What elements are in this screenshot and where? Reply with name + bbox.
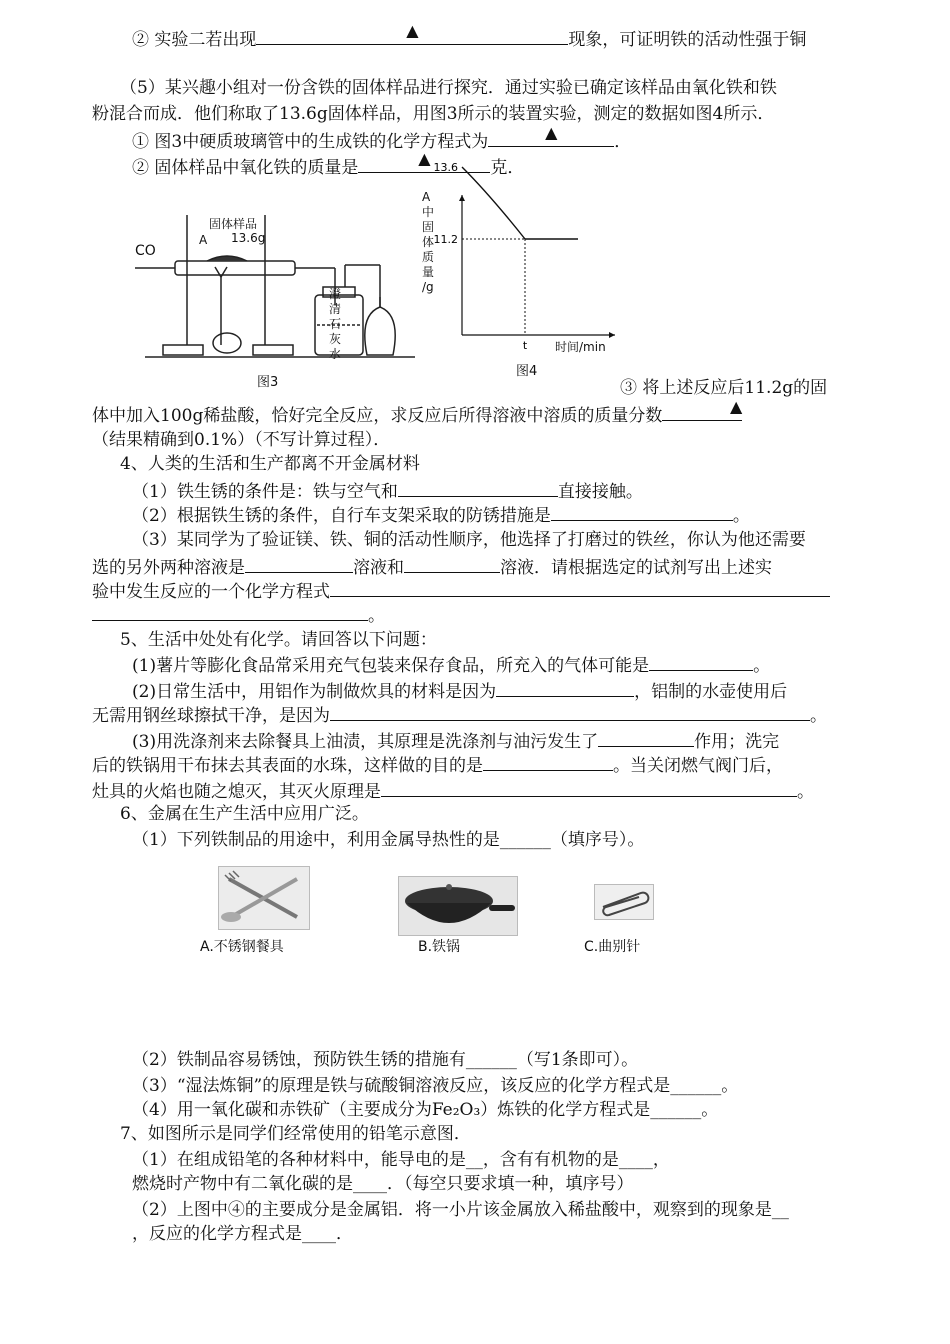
paperclip-image [594,884,654,920]
q5-s2-line2 [92,702,827,728]
q6-title: 6、金属在生产生活中应用广泛。 [120,804,369,824]
co-label: CO [135,243,156,259]
q4-s3-line3 [92,578,830,604]
ylabel-char: A [422,190,431,204]
q5-s3-line2 [92,752,783,778]
q7-s1-line2: 燃烧时产物中有二氧化碳的是____．（每空只要求填一种，填序号） [132,1174,634,1194]
q3-p5-q1-blank[interactable] [488,123,614,147]
q3-p5-q3-line3: （结果精确到0.1%）（不写计算过程）． [92,430,391,450]
q4-s3-text-b: 溶液和 [353,558,404,578]
q7-s1-line1: （1）在组成铅笔的各种材料中，能导电的是__，含有有机物的是____， [132,1150,670,1170]
sample-label: 固体样品 [209,217,258,231]
q7-title: 7、如图所示是同学们经常使用的铅笔示意图． [120,1124,471,1144]
q4-title: 4、人类的生活和生产都离不开金属材料 [120,454,420,474]
mass-label: 13.6g [231,231,266,245]
q7-s2-line1: （2）上图中④的主要成分是金属铝．将一小片该金属放入稀盐酸中，观察到的现象是__ [132,1200,789,1220]
wok-image [398,876,518,936]
ylabel-char: 质 [422,250,435,264]
q3-exp2-text-a: ② 实验二若出现 [132,30,257,50]
q7-s2-line2: ，反应的化学方程式是____． [132,1224,353,1244]
figure-3-apparatus [135,195,425,395]
q3-p5-q3-line2 [92,397,743,428]
figure-4-caption: 图4 [516,364,538,379]
q5-s3-text: (3)用洗涤剂来去除餐具上油渍，其原理是洗涤剂与油污发生了 [132,732,599,752]
q3-exp2-text-b: 现象，可证明铁的活动性强于铜 [568,30,807,50]
q6-s1: （1）下列铁制品的用途中，利用金属导热性的是______（填序号）。 [132,830,645,850]
q5-s3-end: 。 [797,782,814,802]
q4-s1-end: 直接接触。 [557,482,643,502]
q4-s1-text: （1）铁生锈的条件是：铁与空气和 [132,482,398,502]
y-axis-arrow [459,195,465,201]
q3-p5-line2: 粉混合而成．他们称取了13.6g固体样品，用图3所示的装置实验，测定的数据如图4所示． [92,104,775,124]
limewater-label [329,287,343,362]
figure-3-caption: 图3 [257,375,279,390]
q4-s3-line1: （3）某同学为了验证镁、铁、铜的活动性顺序，他选择了打磨过的铁丝，你认为他还需要 [132,530,806,550]
q5-s1-text: (1)薯片等膨化食品常采用充气包装来保存食品，所充入的气体可能是 [132,656,650,676]
q4-s3-line2 [92,554,772,580]
figure-4-chart [420,161,625,380]
q3-p5-q1-end: ． [614,132,632,152]
q6-s2: （2）铁制品容易锈蚀，预防铁生锈的措施有______（写1条即可）。 [132,1050,639,1070]
q5-s3-blank3[interactable] [381,778,797,797]
q4-s2 [132,502,750,528]
q5-s1-blank[interactable] [649,652,753,671]
q5-s2-blank2[interactable] [330,702,810,721]
q5-s2-text-b: ，铝制的水壶使用后 [634,682,788,702]
q5-s3 [132,728,779,754]
q5-s1 [132,652,770,678]
q5-s3-text-e: 灶具的火焰也随之熄灭，其灭火原理是 [92,782,381,802]
fork-spoon-icon [219,867,309,929]
q4-s3-text-d: 验中发生反应的一个化学方程式 [92,582,330,602]
q5-s3-line3 [92,778,814,804]
q5-s3-blank2[interactable] [483,752,613,771]
q4-s3-blank2[interactable] [404,554,500,573]
q4-s3-blank4[interactable] [92,602,368,621]
q4-s3-end: 。 [368,606,385,626]
q4-s1-blank[interactable] [398,478,558,497]
triangle-mark: ▲ [545,123,558,142]
q4-s1 [132,478,643,504]
ylabel-char: /g [422,280,434,294]
q4-s3-text-c: 溶液．请根据选定的试剂写出上述实 [500,558,772,578]
q3-p5-q2-text: ② 固体样品中氧化铁的质量是 [132,158,359,178]
q4-s2-end: 。 [732,506,750,526]
q6-s3: （3）“湿法炼铜”的原理是铁与硫酸铜溶液反应，该反应的化学方程式是______。 [132,1076,739,1096]
q5-s1-end: 。 [753,656,771,676]
paperclip-icon [595,885,653,919]
q4-s3-line4 [92,602,385,628]
q5-s2-text-c: 无需用钢丝球擦拭干净，是因为 [92,706,330,726]
limewater-char: 澄 [329,287,342,301]
triangle-mark: ▲ [730,397,743,416]
q3-p5-q3-blank[interactable] [662,397,743,421]
q4-s2-text: （2）根据铁生锈的条件，自行车支架采取的防锈措施是 [132,506,551,526]
x-axis-arrow [609,332,615,338]
ylabel-char: 体 [422,235,435,249]
chart-xlabel: 时间/min [555,340,606,354]
q4-s3-blank3[interactable] [330,578,830,597]
q3-p5-line1: （5）某兴趣小组对一份含铁的固体样品进行探究．通过实验已确定该样品由氧化铁和铁 [120,78,777,98]
y-tick-label: 13.6 [433,161,458,174]
q3-exp2-line [132,21,807,52]
img-c-caption: C.曲别针 [584,939,641,955]
x-tick-label: t [522,339,528,352]
q4-s3-text-a: 选的另外两种溶液是 [92,558,245,578]
q5-title: 5、生活中处处有化学。请回答以下问题： [120,630,437,650]
q5-s3-text-c: 后的铁锅用干布抹去其表面的水珠，这样做的目的是 [92,756,483,776]
chart-svg [420,161,625,355]
q3-p5-q3-text: 体中加入100g稀盐酸，恰好完全反应，求反应后所得溶液中溶质的质量分数 [92,406,663,426]
triangle-mark: ▲ [406,21,419,40]
q3-p5-q2-blank[interactable] [358,149,490,173]
utensils-image [218,866,310,930]
q5-s3-text-b: 作用；洗完 [694,732,780,752]
ylabel-char: 固 [422,220,435,234]
q3-p5-q2-end: 克． [490,158,525,178]
q3-p5-q1-text: ① 图3中硬质玻璃管中的生成铁的化学方程式为 [132,132,489,152]
q3-p5-q1 [132,123,632,154]
q4-s2-blank[interactable] [551,502,733,521]
q3-p5-q3-line1: ③ 将上述反应后11.2g的固 [620,378,828,398]
q4-s3-blank1[interactable] [245,554,353,573]
q5-s2 [132,678,787,704]
q6-s4: （4）用一氧化碳和赤铁矿（主要成分为Fe₂O₃）炼铁的化学方程式是______。 [132,1100,719,1120]
apparatus-diagram [135,195,425,365]
limewater-char: 水 [329,347,342,361]
q3-exp2-blank[interactable] [256,21,568,45]
ylabel-char: 中 [422,205,435,219]
limewater-char: 石 [329,317,342,331]
triangle-mark: ▲ [418,149,431,168]
y-tick-label: 11.2 [433,233,458,246]
q5-s2-text: (2)日常生活中，用铝作为制做炊具的材料是因为 [132,682,497,702]
limewater-char: 清 [329,302,342,316]
wok-icon [399,877,517,935]
limewater-char: 灰 [329,332,342,346]
q5-s2-end: 。 [810,706,827,726]
q5-s3-text-d: 。当关闭燃气阀门后， [613,756,783,776]
img-b-caption: B.铁锅 [418,939,461,955]
q5-s3-blank1[interactable] [598,728,694,747]
q5-s2-blank1[interactable] [496,678,634,697]
ylabel-char: 量 [422,265,435,279]
q3-p5-q2 [132,149,525,180]
img-a-caption: A.不锈钢餐具 [200,939,284,955]
a-label: A [199,233,208,247]
